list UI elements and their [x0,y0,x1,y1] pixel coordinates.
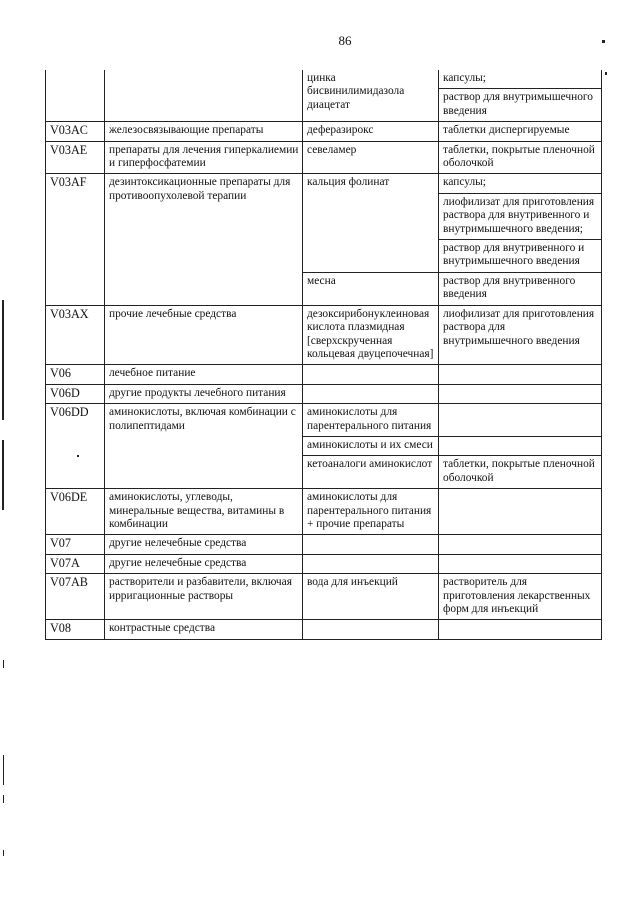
form-cell [439,489,602,535]
table-row [46,554,602,573]
group-cell: аминокислоты, углеводы, минеральные вещества, витамины в комбинации [105,489,303,535]
table-row [46,404,602,437]
scan-mark [2,300,4,420]
group-cell: растворители и разбавители, включая ирригационные растворы [105,574,303,620]
table-row [46,305,602,365]
scan-mark [3,755,4,785]
form-cell [439,620,602,639]
form-cell [439,535,602,554]
form-cell [439,554,602,573]
atc-code-cell: V06 [46,365,105,384]
atc-code-cell: V03AF [46,174,105,305]
scan-mark [3,660,4,668]
inn-cell: аминокислоты для парентерального питания [303,404,439,437]
inn-cell: аминокислоты для парентерального питания + прочие препараты [303,489,439,535]
atc-code-cell: V03AC [46,122,105,141]
scan-mark [605,72,607,75]
group-cell: контрастные средства [105,620,303,639]
scan-mark [602,40,605,43]
form-cell: таблетки, покрытые пленочной оболочкой [439,456,602,489]
table-row [46,365,602,384]
table-row [46,535,602,554]
form-cell: лиофилизат для приготовления раствора для внутримышечного введения [439,305,602,365]
scan-mark [77,455,79,457]
form-cell [439,365,602,384]
atc-code-cell [46,70,105,122]
table-row [46,141,602,174]
inn-cell [303,365,439,384]
form-cell: раствор для внутримышечного введения [439,89,602,122]
form-cell: таблетки диспергируемые [439,122,602,141]
inn-cell [303,554,439,573]
inn-cell: деферазирокс [303,122,439,141]
group-cell: лечебное питание [105,365,303,384]
group-cell: другие нелечебные средства [105,554,303,573]
form-cell: растворитель для приготовления лекарственных форм для инъекций [439,574,602,620]
scan-mark [3,795,4,803]
atc-code-cell: V07 [46,535,105,554]
group-cell: прочие лечебные средства [105,305,303,365]
group-cell: препараты для лечения гиперкалиемии и гиперфосфатемии [105,141,303,174]
atc-code-cell: V07A [46,554,105,573]
atc-code-cell: V03AX [46,305,105,365]
inn-cell: месна [303,272,439,305]
inn-cell [303,535,439,554]
table-row [46,174,602,193]
group-cell [105,70,303,122]
atc-code-cell: V08 [46,620,105,639]
scan-mark [3,850,4,856]
page-number: 86 [338,33,352,48]
atc-code-cell: V06DE [46,489,105,535]
table-row [46,620,602,639]
inn-cell: кальция фолинат [303,174,439,272]
atc-code-cell: V03AE [46,141,105,174]
inn-cell: дезоксирибонуклеиновая кислота плазмидная [сверхскрученная кольцевая двуцепочечная] [303,305,439,365]
form-cell: раствор для внутривенного и внутримышечного введения [439,240,602,273]
form-cell [439,384,602,403]
group-cell: дезинтоксикационные препараты для противоопухолевой терапии [105,174,303,305]
atc-code-cell: V06DD [46,404,105,489]
form-cell: таблетки, покрытые пленочной оболочкой [439,141,602,174]
form-cell [439,436,602,455]
group-cell: другие нелечебные средства [105,535,303,554]
form-cell: лиофилизат для приготовления раствора для внутривенного и внутримышечного введения; [439,193,602,239]
form-cell: раствор для внутривенного введения [439,272,602,305]
scan-mark [2,440,4,510]
form-cell: капсулы; [439,174,602,193]
inn-cell: кетоаналоги аминокислот [303,456,439,489]
drug-table [45,70,602,640]
table-row [46,122,602,141]
form-cell: капсулы; [439,70,602,89]
inn-cell: севеламер [303,141,439,174]
group-cell: железосвязывающие препараты [105,122,303,141]
table-row [46,384,602,403]
table-row [46,574,602,620]
group-cell: аминокислоты, включая комбинации с полипептидами [105,404,303,489]
table-row [46,489,602,535]
inn-cell [303,620,439,639]
inn-cell: вода для инъекций [303,574,439,620]
inn-cell [303,384,439,403]
group-cell: другие продукты лечебного питания [105,384,303,403]
table-row [46,70,602,89]
inn-cell: аминокислоты и их смеси [303,436,439,455]
form-cell [439,404,602,437]
atc-code-cell: V06D [46,384,105,403]
atc-code-cell: V07AB [46,574,105,620]
inn-cell: цинка бисвинилимидазола диацетат [303,70,439,122]
